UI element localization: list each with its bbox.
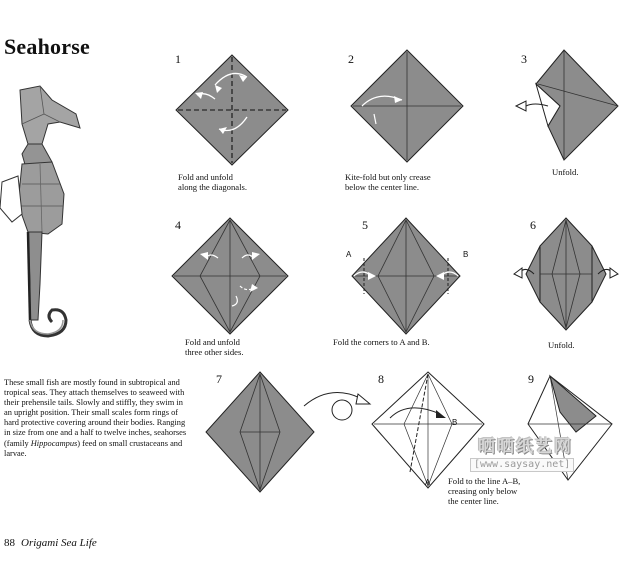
page-title: Seahorse [4, 34, 90, 59]
page-footer [4, 537, 97, 549]
seahorse-illustration [0, 84, 82, 344]
step-6-number: 6 [530, 218, 536, 232]
step-5-caption: Fold the corners to A and B. [333, 337, 430, 347]
step-8-label-b: B [452, 418, 458, 427]
step-1-number: 1 [175, 52, 181, 66]
turn-over-arrow [300, 382, 380, 432]
step-9-number: 9 [528, 372, 534, 386]
book-title: Origami Sea Life [21, 537, 97, 549]
description-text-2: ) feed on small crustaceans and larvae. [4, 438, 183, 458]
step-8-number: 8 [378, 372, 384, 386]
step-4-number: 4 [175, 218, 181, 232]
step-5-label-b: B [463, 250, 469, 259]
step-8-caption: Fold to the line A–B, creasing only below the center line. [448, 476, 521, 506]
step-2-caption: Kite-fold but only crease below the center line. [345, 172, 431, 192]
step-5-number: 5 [362, 218, 368, 232]
step-2-diagram [350, 50, 465, 162]
step-3-number: 3 [521, 52, 527, 66]
step-3-caption: Unfold. [552, 167, 579, 177]
watermark-url: [www.saysay.net] [470, 458, 574, 472]
step-1-caption: Fold and unfold along the diagonals. [178, 172, 247, 192]
family-name: Hippocampus [30, 438, 78, 448]
step-8-diagram [370, 372, 486, 490]
step-1-diagram [175, 55, 290, 165]
step-2-number: 2 [348, 52, 354, 66]
page-number: 88 [4, 537, 15, 549]
description-paragraph [4, 378, 192, 459]
step-7-number: 7 [216, 372, 222, 386]
step-4-caption: Fold and unfold three other sides. [185, 337, 244, 357]
step-4-diagram [170, 218, 290, 334]
step-6-caption: Unfold. [548, 340, 575, 350]
watermark-logo: 晒晒纸艺网 [478, 437, 573, 457]
step-6-diagram [512, 218, 620, 330]
step-5-label-a: A [346, 250, 352, 259]
step-3-diagram [508, 50, 620, 162]
step-5-diagram [350, 218, 462, 334]
description-text-1: These small fish are mostly found in subtropical and tropical seas. They attach themselves to seaweed with their prehensile tails. Slowly and stiffly, they swim in an upright position. Their small scales form rings of hard protective covering around their bodies. Ranging in size from one and a half to twelve inches, seahorses (family [4, 378, 187, 448]
step-8-label-a: A [425, 478, 431, 487]
